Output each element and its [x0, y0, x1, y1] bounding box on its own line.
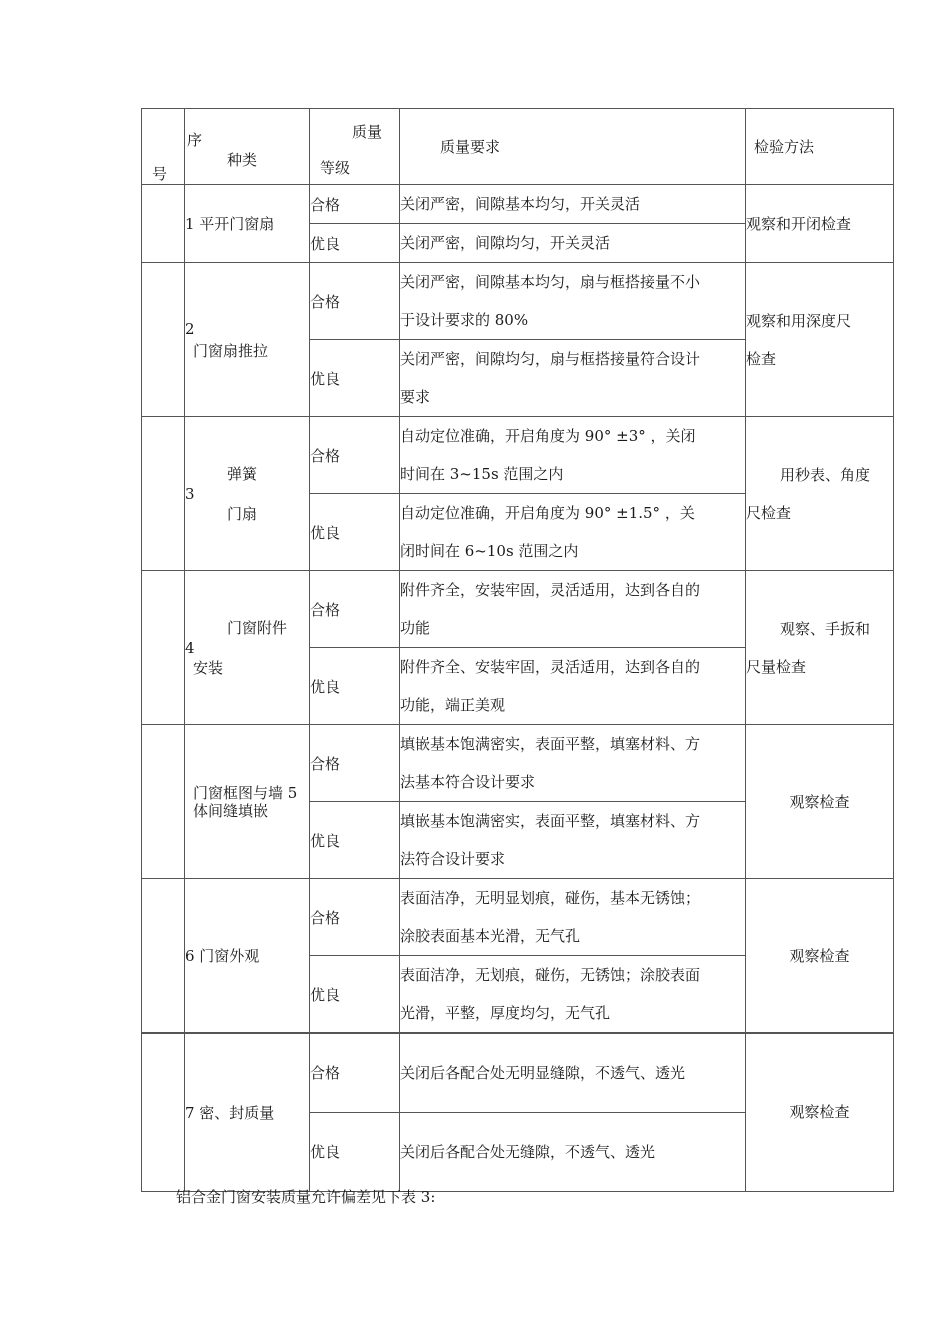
row-kind-line: 门窗附件 — [227, 618, 288, 637]
header-grade-cell — [310, 109, 400, 185]
method-line: 观察、手扳和 — [780, 619, 871, 638]
row-kind: 门窗扇推拉 — [193, 341, 269, 360]
row-kind-cell — [185, 263, 310, 417]
method-cell — [746, 725, 894, 879]
method-cell — [746, 417, 894, 571]
table-row — [142, 725, 894, 802]
row-kind-line: 门扇 — [227, 504, 258, 523]
header-seq: 序 — [187, 131, 203, 149]
method-cell — [746, 263, 894, 417]
requirement-pass — [400, 879, 746, 956]
header-method: 检验方法 — [754, 138, 815, 156]
requirement-good — [400, 340, 746, 417]
method-cell — [746, 1033, 894, 1191]
requirement-line: 附件齐全，安装牢固，灵活适用，达到各自的 — [400, 581, 701, 599]
method-line: 尺量检查 — [746, 657, 807, 676]
requirement-good — [400, 648, 746, 725]
method-line: 检查 — [746, 349, 777, 368]
header-method-cell — [746, 109, 894, 185]
grade-pass: 合格 — [310, 571, 400, 648]
header-no: 号 — [152, 165, 168, 183]
requirement-line: 涂胶表面基本光滑，无气孔 — [400, 927, 581, 945]
grade-pass: 合格 — [310, 725, 400, 802]
quality-table — [141, 108, 894, 1192]
row-kind-cell — [185, 879, 310, 1034]
grade-pass: 合格 — [310, 1033, 400, 1112]
row-no-cell — [142, 725, 185, 879]
method-cell — [746, 879, 894, 1034]
header-no-cell — [142, 109, 185, 185]
table-note: 铝合金门窗安装质量允许偏差见下表 3: — [176, 1188, 436, 1206]
requirement-line: 填嵌基本饱满密实，表面平整，填塞材料、方 — [400, 735, 701, 753]
row-no-cell — [142, 571, 185, 725]
table-row — [142, 1033, 894, 1112]
table-row — [142, 417, 894, 494]
header-requirement-cell — [400, 109, 746, 185]
method-cell — [746, 571, 894, 725]
requirement-pass: 关闭后各配合处无明显缝隙，不透气、透光 — [400, 1033, 746, 1112]
row-kind-number: 4 — [185, 638, 195, 657]
requirement-line: 功能，端正美观 — [400, 696, 506, 714]
table-row — [142, 571, 894, 648]
row-kind-number: 2 — [185, 319, 195, 338]
header-requirement: 质量要求 — [440, 138, 501, 156]
row-no-cell — [142, 1033, 185, 1191]
grade-good: 优良 — [310, 648, 400, 725]
row-kind-cell — [185, 725, 310, 879]
header-grade-bottom: 等级 — [320, 159, 351, 177]
grade-pass: 合格 — [310, 263, 400, 340]
requirement-good — [400, 956, 746, 1034]
grade-pass: 合格 — [310, 879, 400, 956]
requirement-good: 关闭后各配合处无缝隙，不透气、透光 — [400, 1112, 746, 1191]
requirement-good — [400, 802, 746, 879]
row-kind-line: 体间缝填嵌 — [193, 801, 269, 820]
requirement-line: 关闭严密，间隙基本均匀，扇与框搭接量不小 — [400, 273, 701, 291]
method: 观察检查 — [789, 946, 850, 965]
requirement-line: 自动定位准确，开启角度为 90° ±1.5° ，关 — [400, 504, 695, 522]
requirement-pass — [400, 263, 746, 340]
method-line: 用秒表、角度 — [780, 465, 871, 484]
requirement-line: 关闭严密，间隙均匀，扇与框搭接量符合设计 — [400, 350, 701, 368]
requirement-line: 法符合设计要求 — [400, 850, 506, 868]
method-line: 尺检查 — [746, 503, 792, 522]
row-kind-cell — [185, 571, 310, 725]
requirement-line: 光滑，平整，厚度均匀，无气孔 — [400, 1004, 611, 1022]
header-grade-top: 质量 — [352, 123, 383, 141]
grade-good: 优良 — [310, 1112, 400, 1191]
table-row — [142, 263, 894, 340]
requirement-line: 填嵌基本饱满密实，表面平整，填塞材料、方 — [400, 812, 701, 830]
method: 观察检查 — [789, 1103, 850, 1122]
row-kind-line: 门窗框图与墙 5 — [193, 783, 298, 802]
header-kind-cell — [185, 109, 310, 185]
requirement-line: 表面洁净，无明显划痕，碰伤，基本无锈蚀； — [400, 889, 701, 907]
row-kind-line: 安装 — [193, 658, 224, 677]
row-kind: 6 门窗外观 — [185, 947, 260, 965]
grade-good: 优良 — [310, 802, 400, 879]
requirement-pass — [400, 417, 746, 494]
requirement-line: 附件齐全、安装牢固，灵活适用，达到各自的 — [400, 658, 701, 676]
requirement-good — [400, 494, 746, 571]
row-kind-line: 弹簧 — [227, 464, 258, 483]
requirement-pass — [400, 571, 746, 648]
requirement-pass — [400, 725, 746, 802]
row-no-cell — [142, 185, 185, 263]
requirement-line: 时间在 3~15s 范围之内 — [400, 465, 564, 483]
method: 观察检查 — [789, 792, 850, 811]
requirement-line: 自动定位准确，开启角度为 90° ±3° ，关闭 — [400, 427, 696, 445]
method-line: 观察和用深度尺 — [746, 311, 852, 330]
requirement-line: 表面洁净，无划痕，碰伤，无锈蚀；涂胶表面 — [400, 966, 701, 984]
row-kind-cell — [185, 417, 310, 571]
header-kind: 种类 — [227, 151, 258, 169]
grade-pass: 合格 — [310, 185, 400, 224]
requirement-line: 于设计要求的 80% — [400, 311, 529, 329]
requirement-line: 闭时间在 6~10s 范围之内 — [400, 542, 579, 560]
row-no-cell — [142, 879, 185, 1034]
table-row — [142, 185, 894, 224]
table-row — [142, 879, 894, 956]
requirement-line: 法基本符合设计要求 — [400, 773, 536, 791]
grade-good: 优良 — [310, 224, 400, 263]
table-header-row — [142, 109, 894, 185]
method: 观察和开闭检查 — [746, 214, 852, 233]
method-cell — [746, 185, 894, 263]
row-kind-cell — [185, 185, 310, 263]
grade-good: 优良 — [310, 956, 400, 1034]
row-kind: 7 密、封质量 — [185, 1103, 275, 1122]
requirement-line: 功能 — [400, 619, 431, 637]
row-kind-cell — [185, 1033, 310, 1191]
grade-good: 优良 — [310, 340, 400, 417]
requirement-pass: 关闭严密，间隙基本均匀，开关灵活 — [400, 185, 746, 224]
grade-pass: 合格 — [310, 417, 400, 494]
row-no-cell — [142, 417, 185, 571]
requirement-good: 关闭严密，间隙均匀，开关灵活 — [400, 224, 746, 263]
row-kind-number: 3 — [185, 484, 195, 503]
requirement-line: 要求 — [400, 388, 431, 406]
grade-good: 优良 — [310, 494, 400, 571]
row-no-cell — [142, 263, 185, 417]
row-kind: 1 平开门窗扇 — [185, 215, 275, 233]
